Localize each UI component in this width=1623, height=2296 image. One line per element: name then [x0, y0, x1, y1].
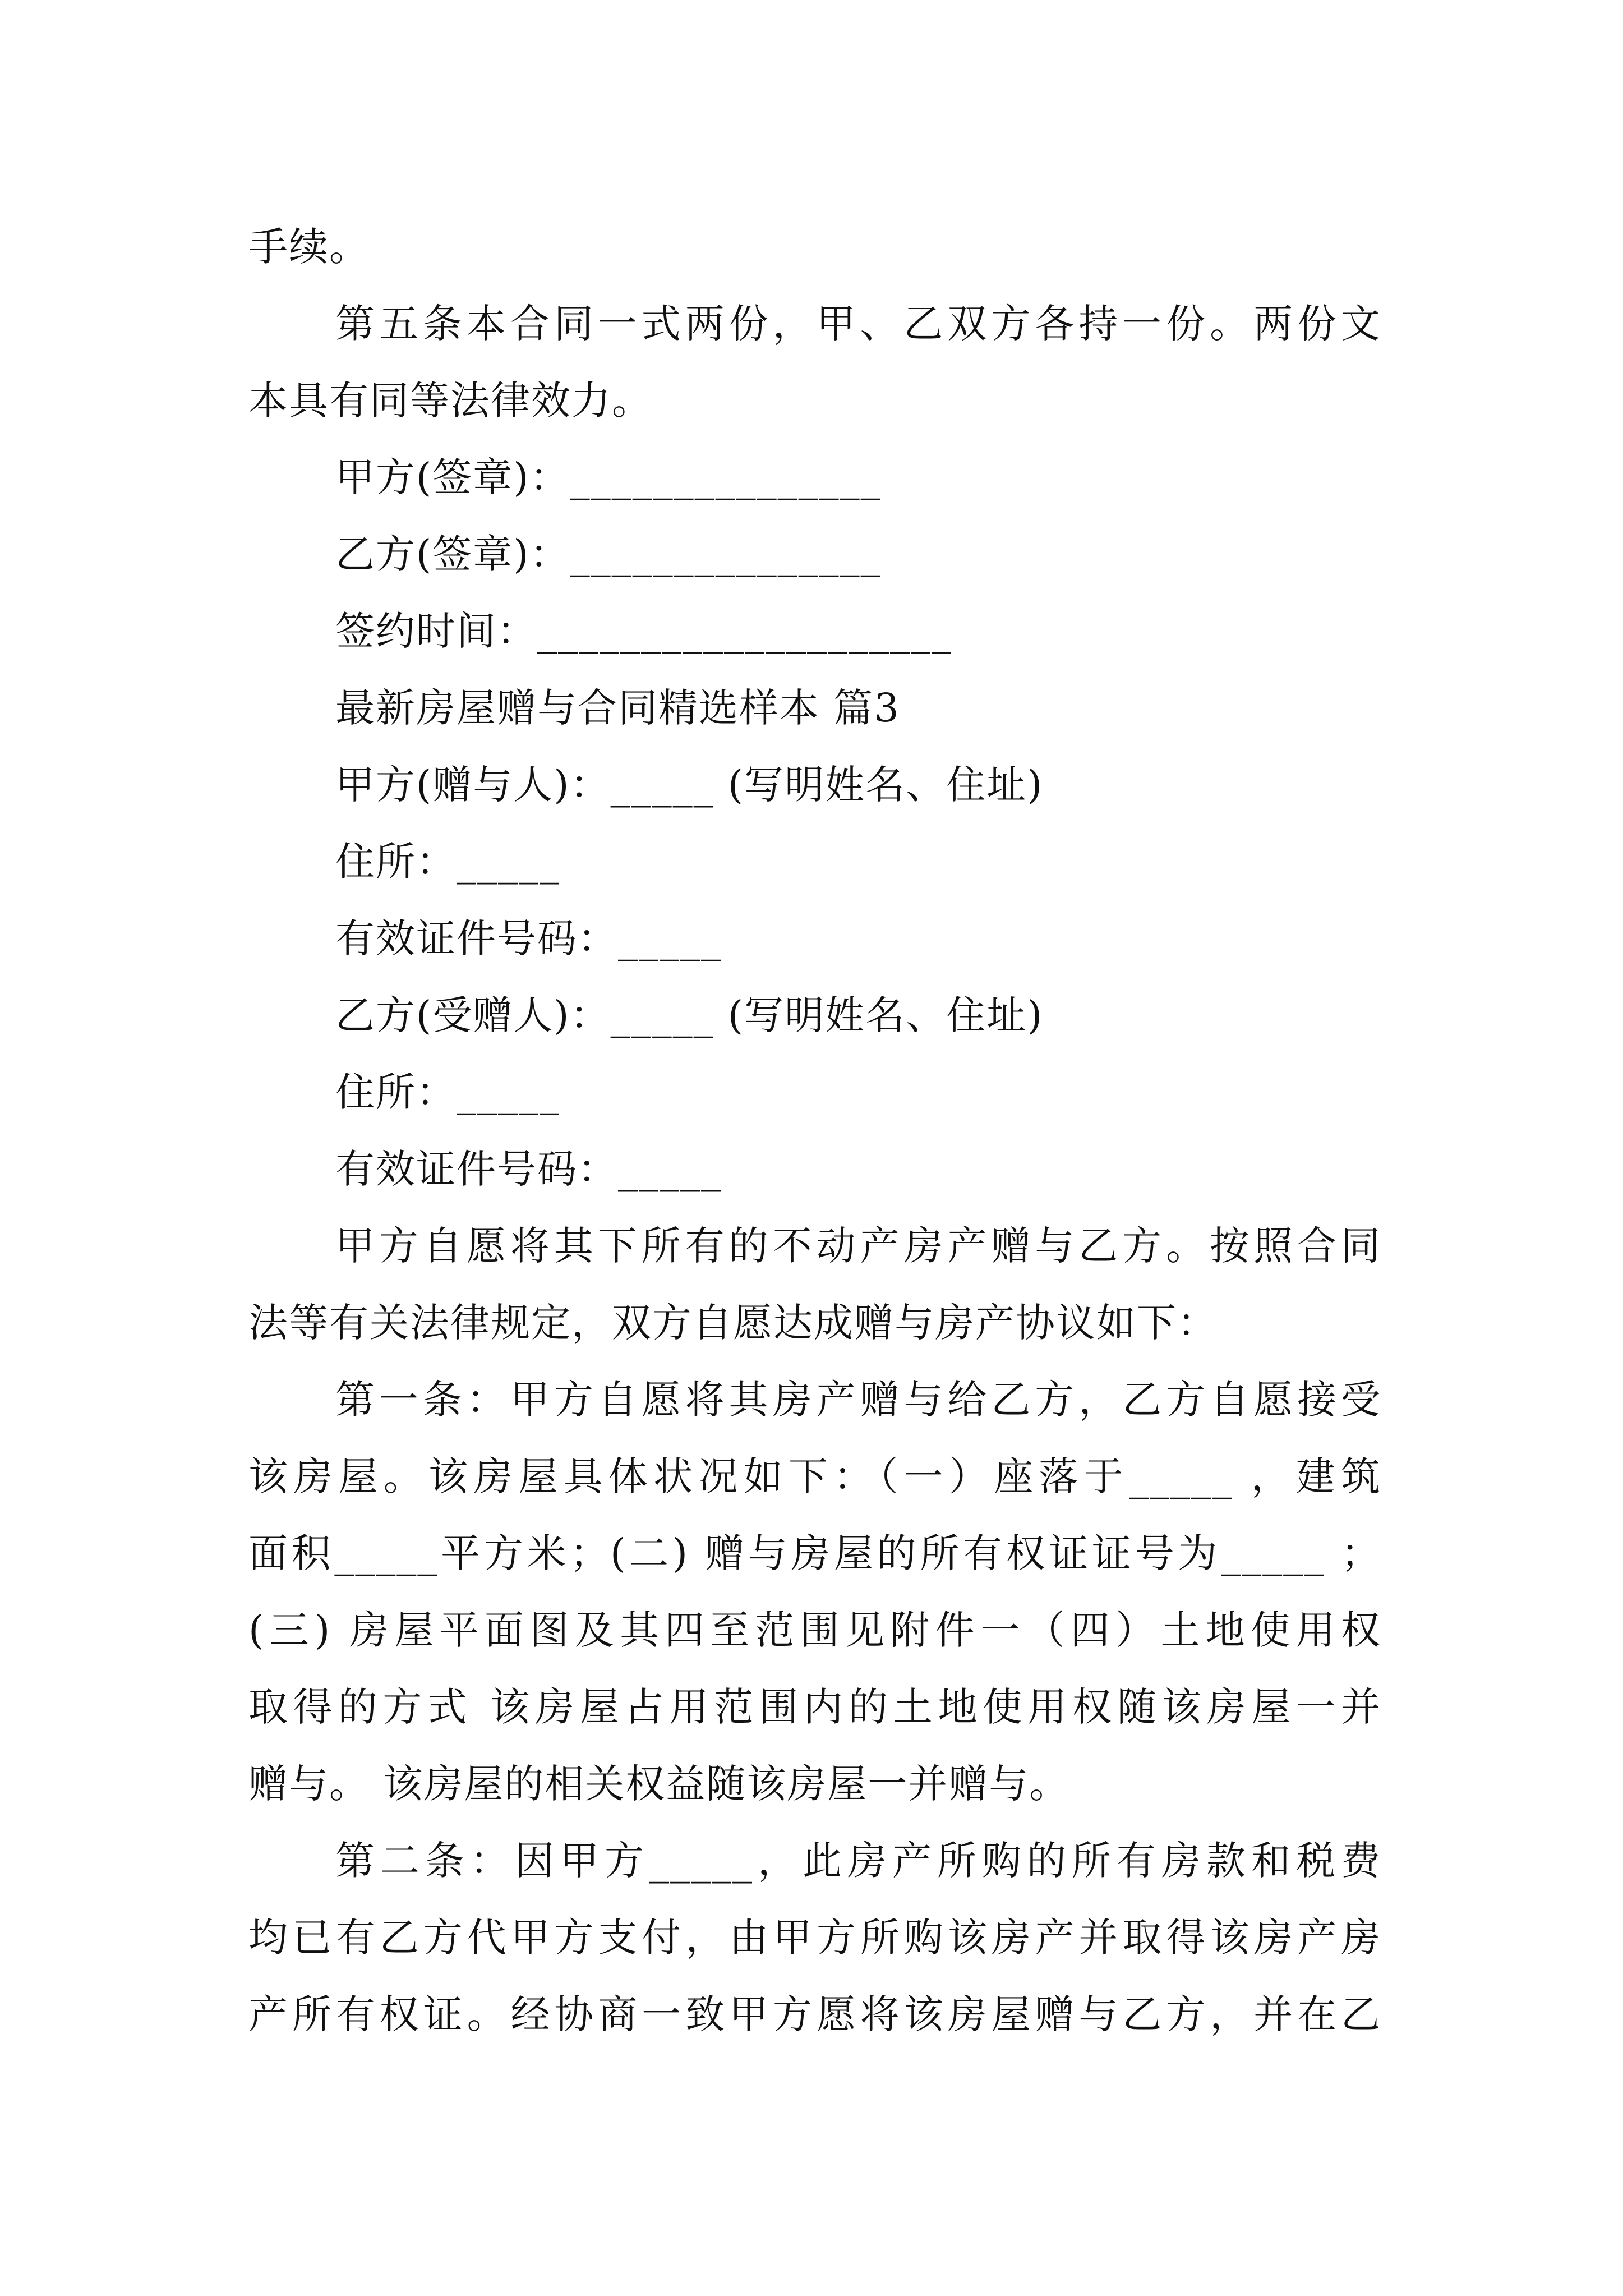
text-line: (三) 房屋平面图及其四至范围见附件一（四）土地使用权	[248, 1607, 1381, 1653]
section-heading: 最新房屋赠与合同精选样本 篇3	[335, 685, 900, 731]
text-line: 产所有权证。经协商一致甲方愿将该房屋赠与乙方，并在乙	[248, 1991, 1381, 2037]
document-body	[248, 209, 1381, 2053]
party-a-address-line: 住所：_____	[335, 839, 560, 885]
paragraph-article-2	[248, 1823, 1381, 2053]
text-line: 赠与。 该房屋的相关权益随该房屋一并赠与。	[248, 1761, 1070, 1807]
party-a-line: 甲方(赠与人)：_____ (写明姓名、住址)	[335, 762, 1044, 808]
text-line: 均已有乙方代甲方支付，由甲方所购该房产并取得该房产房	[248, 1915, 1381, 1961]
text-line: 甲方自愿将其下所有的不动产房产赠与乙方。按照合同	[335, 1223, 1381, 1269]
signing-date-line: 签约时间：____________________	[335, 608, 952, 654]
text-line: 取得的方式 该房屋占用范围内的土地使用权随该房屋一并	[248, 1684, 1381, 1730]
party-b-address-line: 住所：_____	[335, 1069, 560, 1115]
text-line: 本具有同等法律效力。	[248, 378, 652, 424]
party-a-id-line: 有效证件号码：_____	[335, 915, 722, 961]
party-a-signature-line: 甲方(签章)：_______________	[335, 454, 882, 500]
party-b-id-line: 有效证件号码：_____	[335, 1146, 722, 1192]
paragraph-article-1	[248, 1361, 1381, 1823]
text-line: 第二条：因甲方_____，此房产所购的所有房款和税费	[335, 1838, 1381, 1884]
text-line: 第五条本合同一式两份，甲、乙双方各持一份。两份文	[335, 301, 1381, 347]
text-line: 手续。	[248, 224, 370, 270]
party-b-signature-line: 乙方(签章)：_______________	[335, 531, 882, 577]
paragraph-article-5	[248, 286, 1381, 439]
text-line: 面积_____平方米；(二) 赠与房屋的所有权证证号为_____ ；	[248, 1530, 1381, 1576]
text-line: 第一条：甲方自愿将其房产赠与给乙方，乙方自愿接受	[335, 1377, 1381, 1423]
party-b-line: 乙方(受赠人)：_____ (写明姓名、住址)	[335, 992, 1044, 1038]
paragraph-preamble	[248, 1208, 1381, 1361]
text-line: 法等有关法律规定，双方自愿达成赠与房产协议如下：	[248, 1300, 1218, 1346]
text-line: 该房屋。该房屋具体状况如下：（一）座落于_____ ，建筑	[248, 1453, 1381, 1499]
